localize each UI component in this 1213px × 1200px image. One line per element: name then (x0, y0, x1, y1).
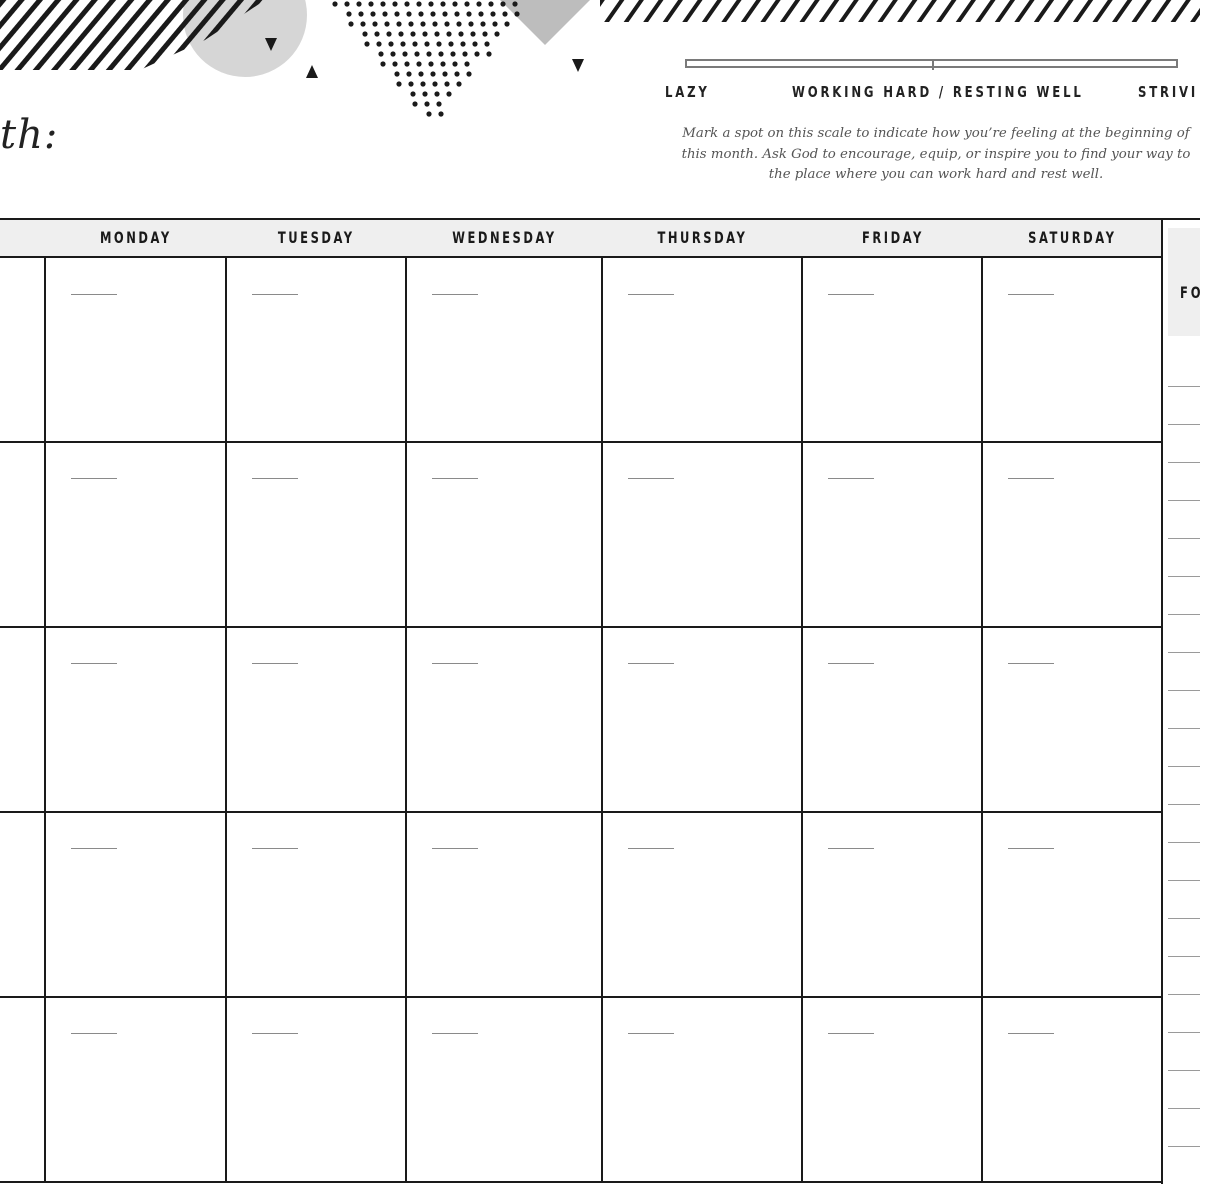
date-entry-line[interactable] (1008, 294, 1054, 295)
month-label: th: (0, 112, 59, 158)
note-line[interactable] (1168, 652, 1200, 653)
date-entry-line[interactable] (828, 848, 874, 849)
note-line[interactable] (1168, 918, 1200, 919)
triangle-shape (306, 65, 318, 78)
grid-row-line (0, 626, 1162, 628)
weekday-header-monday: MONDAY (100, 228, 172, 247)
note-line[interactable] (1168, 576, 1200, 577)
date-entry-line[interactable] (71, 478, 117, 479)
date-entry-line[interactable] (628, 478, 674, 479)
note-line[interactable] (1168, 842, 1200, 843)
sidebar-label: FO (1180, 283, 1204, 302)
date-entry-line[interactable] (252, 1033, 298, 1034)
top-stripe-decoration (600, 0, 1200, 24)
weekday-header-friday: FRIDAY (861, 228, 924, 247)
weekday-header-wednesday: WEDNESDAY (452, 228, 557, 247)
note-line[interactable] (1168, 1070, 1200, 1071)
note-line[interactable] (1168, 690, 1200, 691)
note-line[interactable] (1168, 538, 1200, 539)
date-entry-line[interactable] (628, 663, 674, 664)
triangle-shape (572, 59, 584, 72)
sidebar-header-box (1168, 228, 1200, 336)
note-line[interactable] (1168, 424, 1200, 425)
date-entry-line[interactable] (71, 294, 117, 295)
grid-row-line (0, 441, 1162, 443)
note-line[interactable] (1168, 1108, 1200, 1109)
grid-column-line (801, 258, 803, 1182)
scale-middle-label: WORKING HARD / RESTING WELL (792, 83, 1084, 101)
weekday-header-thursday: THURSDAY (657, 228, 748, 247)
date-entry-line[interactable] (1008, 478, 1054, 479)
date-entry-line[interactable] (1008, 1033, 1054, 1034)
date-entry-line[interactable] (828, 294, 874, 295)
note-line[interactable] (1168, 766, 1200, 767)
grid-column-line (225, 258, 227, 1182)
weekday-header-saturday: SATURDAY (1027, 228, 1117, 247)
gray-diamond-shape (500, 0, 590, 45)
date-entry-line[interactable] (828, 478, 874, 479)
date-entry-line[interactable] (71, 663, 117, 664)
date-entry-line[interactable] (628, 294, 674, 295)
note-line[interactable] (1168, 880, 1200, 881)
scale-left-label: LAZY (665, 83, 710, 101)
sidebar-border (1161, 218, 1163, 1184)
weekday-header-tuesday: TUESDAY (278, 228, 355, 247)
date-entry-line[interactable] (432, 1033, 478, 1034)
date-entry-line[interactable] (71, 1033, 117, 1034)
scale-caption: Mark a spot on this scale to indicate how you’re feeling at the beginning of this month. Ask God to encourage, equip, or inspire you to find your way to the place where you can work hard and rest well. (681, 126, 1191, 182)
grid-bottom-line (0, 1181, 1162, 1183)
date-entry-line[interactable] (828, 663, 874, 664)
note-line[interactable] (1168, 386, 1200, 387)
date-entry-line[interactable] (432, 663, 478, 664)
date-entry-line[interactable] (252, 848, 298, 849)
date-entry-line[interactable] (252, 663, 298, 664)
date-entry-line[interactable] (252, 478, 298, 479)
date-entry-line[interactable] (432, 848, 478, 849)
header-decoration (0, 0, 620, 135)
grid-column-line (981, 258, 983, 1182)
note-line[interactable] (1168, 994, 1200, 995)
date-entry-line[interactable] (1008, 848, 1054, 849)
note-line[interactable] (1168, 614, 1200, 615)
date-entry-line[interactable] (71, 848, 117, 849)
date-entry-line[interactable] (628, 848, 674, 849)
grid-row-line (0, 996, 1162, 998)
dot-pattern-shape (332, 1, 519, 116)
date-entry-line[interactable] (432, 478, 478, 479)
scale-midpoint-tick (932, 59, 934, 70)
note-line[interactable] (1168, 500, 1200, 501)
note-line[interactable] (1168, 1146, 1200, 1147)
note-line[interactable] (1168, 462, 1200, 463)
date-entry-line[interactable] (252, 294, 298, 295)
date-entry-line[interactable] (828, 1033, 874, 1034)
date-entry-line[interactable] (1008, 663, 1054, 664)
note-line[interactable] (1168, 804, 1200, 805)
sidebar-top-border (1163, 218, 1200, 220)
date-entry-line[interactable] (628, 1033, 674, 1034)
date-entry-line[interactable] (432, 294, 478, 295)
grid-row-line (0, 811, 1162, 813)
note-line[interactable] (1168, 956, 1200, 957)
grid-column-line (601, 258, 603, 1182)
grid-column-line (405, 258, 407, 1182)
note-line[interactable] (1168, 728, 1200, 729)
note-line[interactable] (1168, 1032, 1200, 1033)
grid-column-line (44, 258, 46, 1182)
scale-right-label: STRIVI (1138, 83, 1199, 101)
